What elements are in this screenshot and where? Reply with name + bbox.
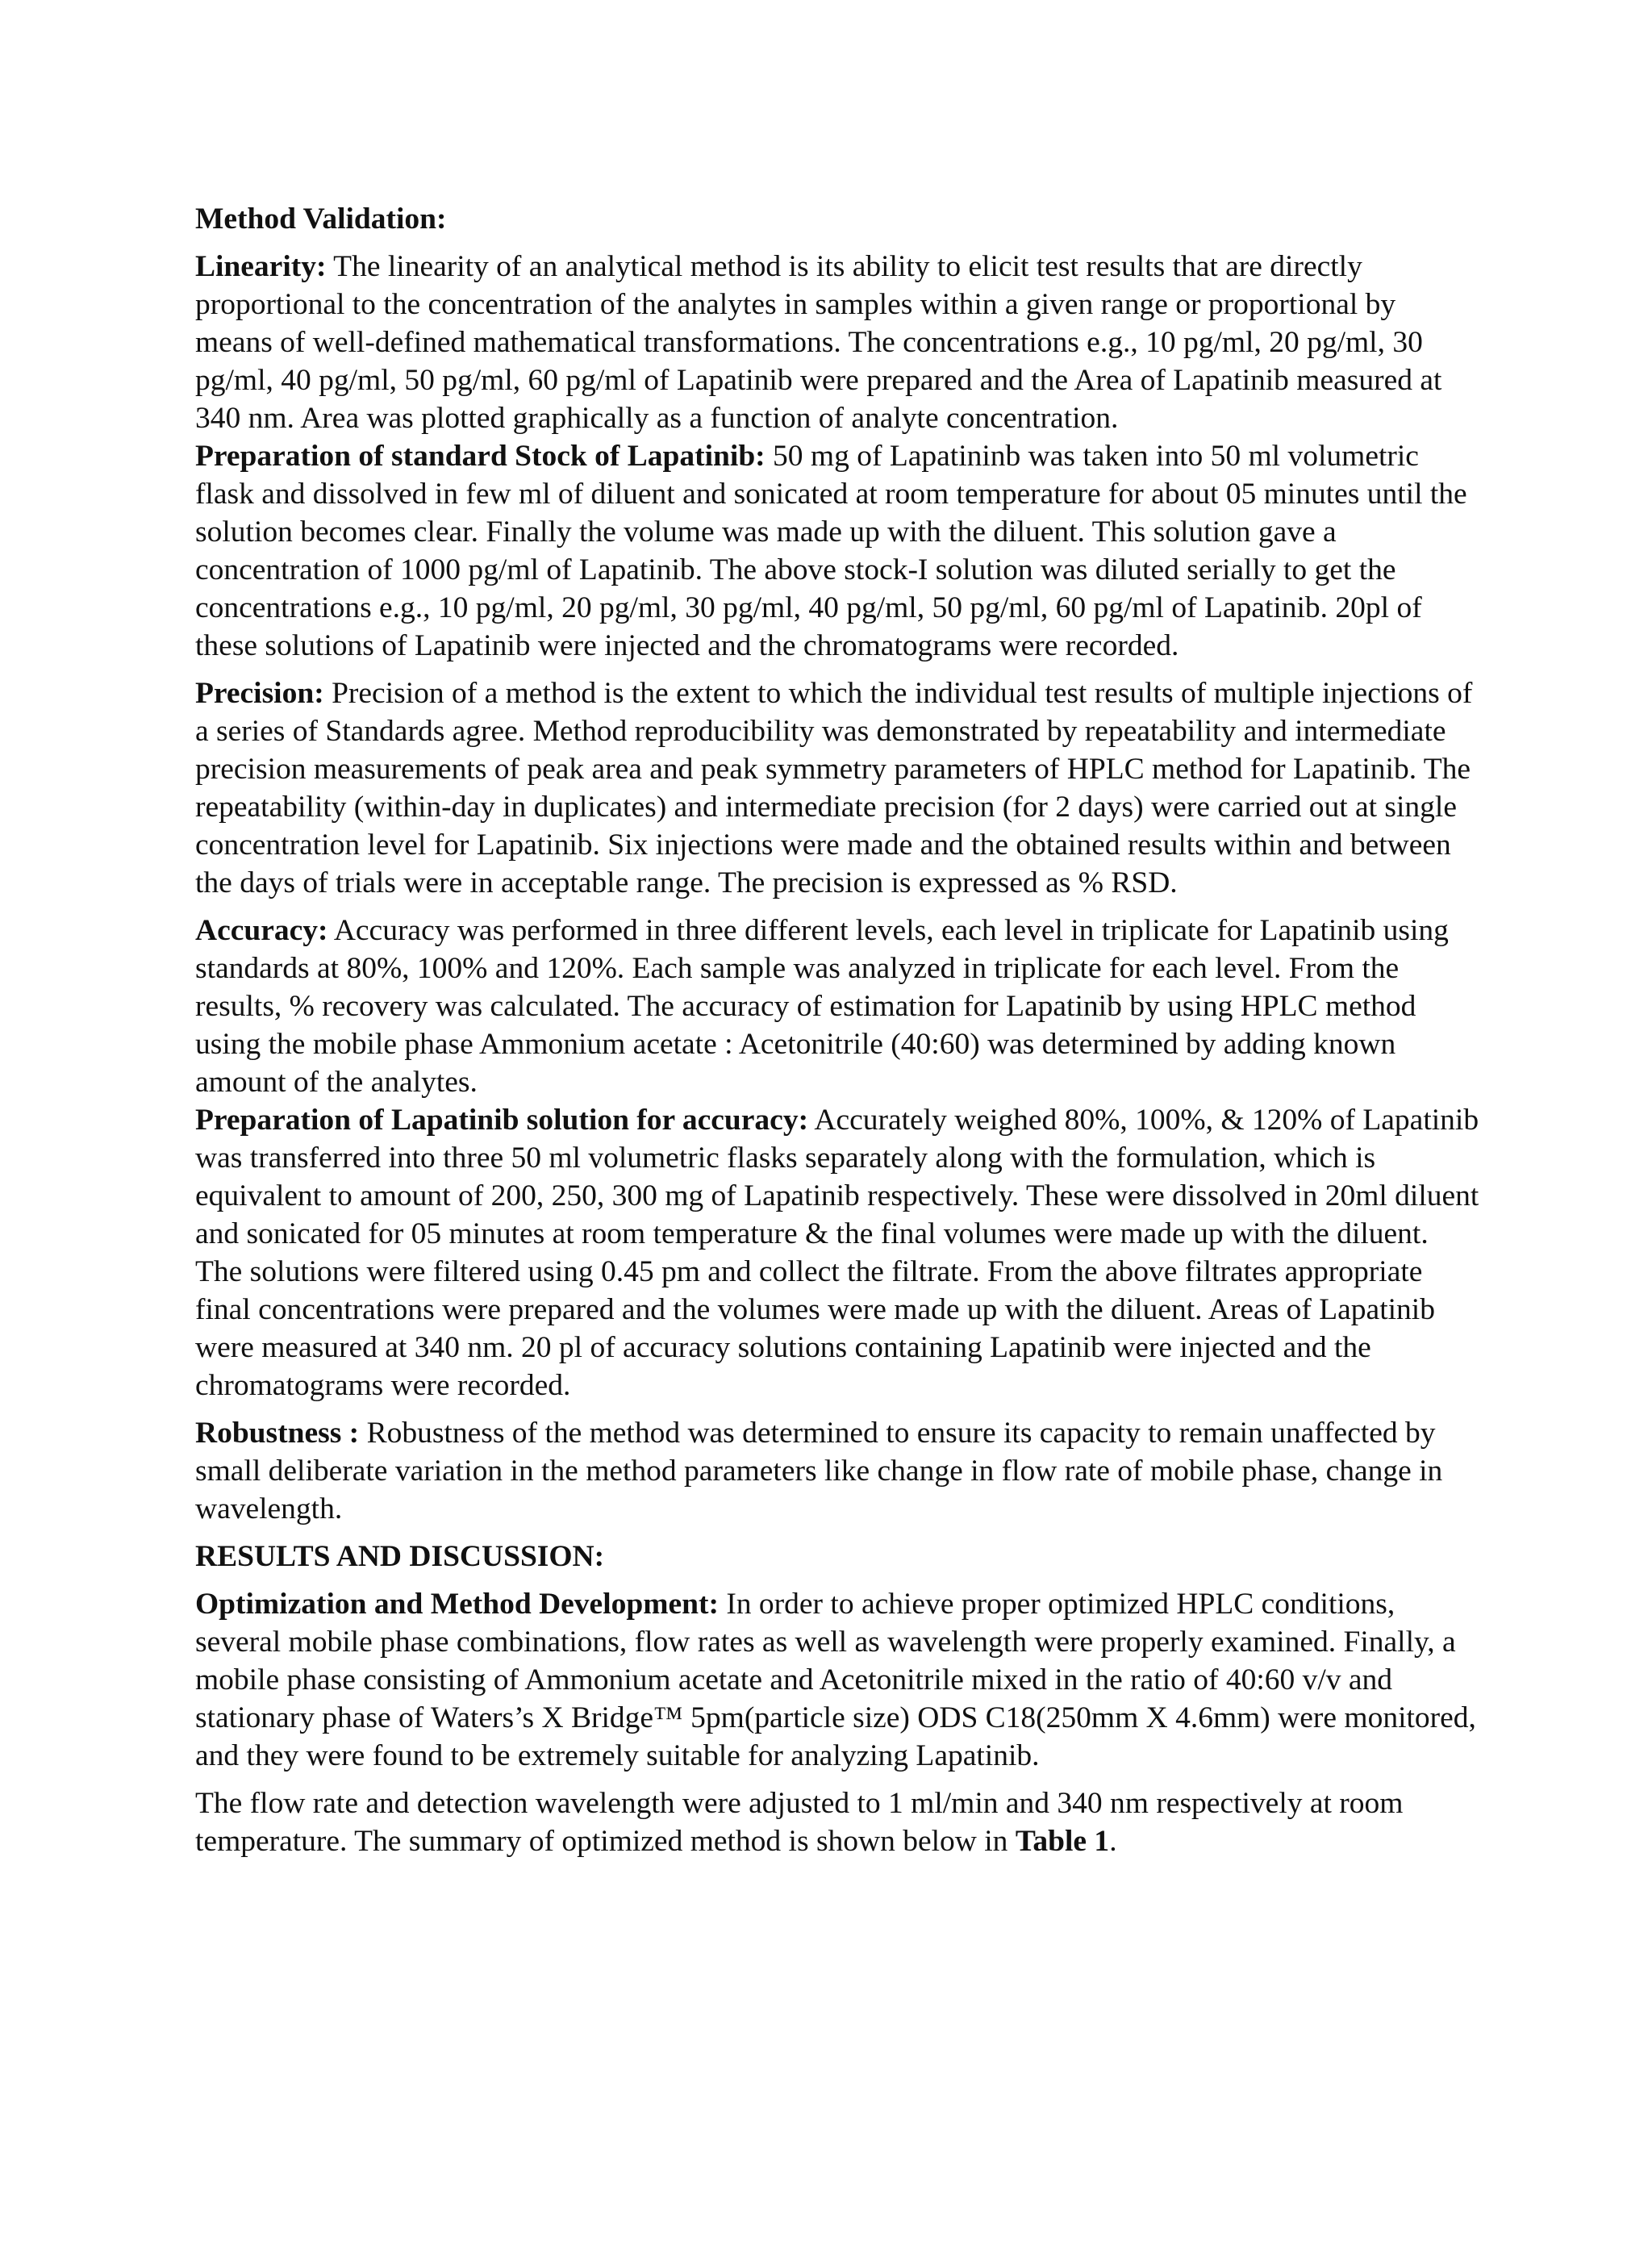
label-linearity: Linearity: <box>195 250 327 283</box>
heading-results-discussion-text: RESULTS AND DISCUSSION: <box>195 1540 605 1573</box>
paragraph-linearity <box>195 248 1479 437</box>
label-standard-stock: Preparation of standard Stock of Lapatinib: <box>195 440 766 473</box>
text-flow-rate: The flow rate and detection wavelength were adjusted to 1 ml/min and 340 nm respectively at room temperature. The summary of optimized method is shown below in <box>195 1787 1404 1858</box>
label-accuracy-solution: Preparation of Lapatinib solution for accuracy: <box>195 1104 809 1137</box>
label-optimization: Optimization and Method Development: <box>195 1588 719 1621</box>
paragraph-precision <box>195 674 1479 902</box>
label-precision: Precision: <box>195 677 324 710</box>
paragraph-robustness <box>195 1414 1479 1528</box>
text-flow-rate-end: . <box>1109 1825 1117 1858</box>
paragraph-flow-rate <box>195 1784 1479 1860</box>
text-standard-stock: 50 mg of Lapatininb was taken into 50 ml volumetric flask and dissolved in few ml of diluent and sonicated at room temperature for about 05 minutes until the solution becomes clear. Finally the volume was made up with the diluent. This solution gave a concentration of 1000 pg/ml of Lapatinib. The above stock-I solution was diluted serially to get the concentrations e.g., 10 pg/ml, 20 pg/ml, 30 pg/ml, 40 pg/ml, 50 pg/ml, 60 pg/ml of Lapatinib. 20pl of these solutions of Lapatinib were injected and the chromatograms were recorded. <box>195 440 1467 662</box>
paragraph-optimization <box>195 1585 1479 1775</box>
text-accuracy: Accuracy was performed in three different levels, each level in triplicate for Lapatinib using standards at 80%, 100% and 120%. Each sample was analyzed in triplicate for each level. From the results, % recovery was calculated. The accuracy of estimation for Lapatinib by using HPLC method using the mobile phase Ammonium acetate : Acetonitrile (40:60) was determined by adding known amount of the analytes. <box>195 914 1449 1099</box>
text-precision: Precision of a method is the extent to which the individual test results of multiple injections of a series of Standards agree. Method reproducibility was demonstrated by repeatability and intermediate precision measurements of peak area and peak symmetry parameters of HPLC method for Lapatinib. The repeatability (within-day in duplicates) and intermediate precision (for 2 days) were carried out at single concentration level for Lapatinib. Six injections were made and the obtained results within and between the days of trials were in acceptable range. The precision is expressed as % RSD. <box>195 677 1473 899</box>
heading-method-validation-text: Method Validation: <box>195 202 447 236</box>
text-robustness: Robustness of the method was determined to ensure its capacity to remain unaffected by small deliberate variation in the method parameters like change in flow rate of mobile phase, change in wavelength. <box>195 1417 1443 1525</box>
heading-method-validation <box>195 200 1479 238</box>
paragraph-accuracy <box>195 912 1479 1101</box>
text-optimization: In order to achieve proper optimized HPLC conditions, several mobile phase combinations, flow rates as well as wavelength were properly examined. Finally, a mobile phase consisting of Ammonium acetate and Acetonitrile mixed in the ratio of 40:60 v/v and stationary phase of Waters’s X Bridge™ 5pm(particle size) ODS C18(250mm X 4.6mm) were monitored, and they were found to be extremely suitable for analyzing Lapatinib. <box>195 1588 1476 1772</box>
paragraph-standard-stock <box>195 437 1479 665</box>
document-body <box>195 200 1479 1860</box>
paragraph-accuracy-solution <box>195 1101 1479 1404</box>
text-linearity: The linearity of an analytical method is its ability to elicit test results that are directly proportional to the concentration of the analytes in samples within a given range or proportional by means of well-defined mathematical transformations. The concentrations e.g., 10 pg/ml, 20 pg/ml, 30 pg/ml, 40 pg/ml, 50 pg/ml, 60 pg/ml of Lapatinib were prepared and the Area of Lapatinib measured at 340 nm. Area was plotted graphically as a function of analyte concentration. <box>195 250 1442 435</box>
heading-results-discussion <box>195 1538 1479 1575</box>
label-accuracy: Accuracy: <box>195 914 328 947</box>
label-robustness: Robustness : <box>195 1417 360 1450</box>
table-1-reference: Table 1 <box>1015 1825 1110 1858</box>
text-accuracy-solution: Accurately weighed 80%, 100%, & 120% of Lapatinib was transferred into three 50 ml volumetric flasks separately along with the formulation, which is equivalent to amount of 200, 250, 300 mg of Lapatinib respectively. These were dissolved in 20ml diluent and sonicated for 05 minutes at room temperature & the final volumes were made up with the diluent. The solutions were filtered using 0.45 pm and collect the filtrate. From the above filtrates appropriate final concentrations were prepared and the volumes were made up with the diluent. Areas of Lapatinib were measured at 340 nm. 20 pl of accuracy solutions containing Lapatinib were injected and the chromatograms were recorded. <box>195 1104 1479 1402</box>
